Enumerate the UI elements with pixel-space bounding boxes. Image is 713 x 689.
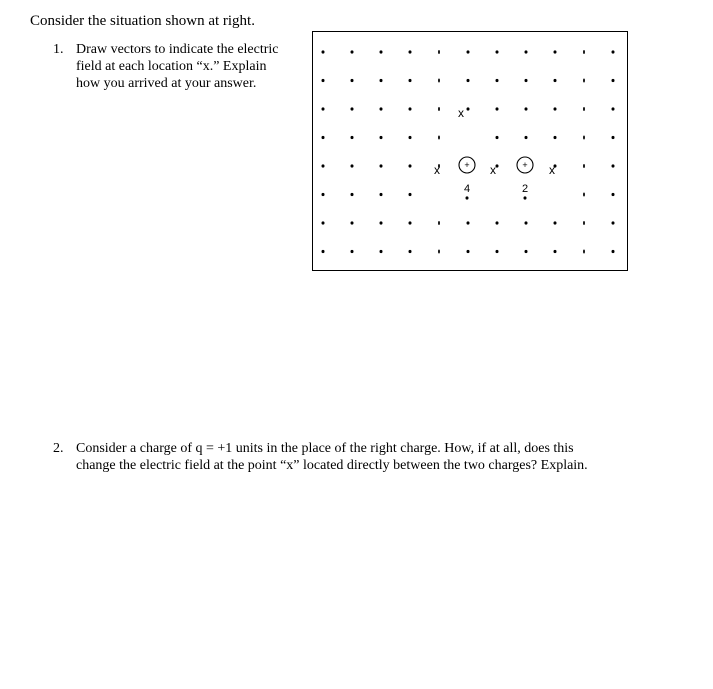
field-diagram [312,31,628,271]
grid-dot [525,50,528,53]
grid-dot [525,250,528,253]
grid-dot [612,136,615,139]
grid-dot [438,79,440,83]
grid-dot [496,79,499,82]
question-2-line: change the electric field at the point “x” located directly between the two charges? Explain. [76,458,588,473]
charge-left-sign: + [464,160,470,170]
field-diagram-svg [313,32,629,272]
grid-dot [496,136,499,139]
grid-dot [554,50,557,53]
x-marker-top: x [458,106,464,120]
grid-dot [380,107,383,110]
grid-dot [583,221,585,225]
x-marker-right: x [549,163,555,177]
question-1-text [76,41,279,92]
grid-dot [583,164,585,168]
grid-dot [583,79,585,83]
grid-dot [554,107,557,110]
grid-dot [583,107,585,111]
grid-dot [409,193,412,196]
grid-dot [409,50,412,53]
grid-dot [438,221,440,225]
question-1-line: field at each location “x.” Explain [76,59,267,74]
grid-dot [554,221,557,224]
charge-left-value: 4 [463,183,471,195]
grid-dot [583,50,585,54]
grid-dot [524,196,527,199]
grid-dot [409,79,412,82]
grid-dot [612,250,615,253]
grid-dot [438,50,440,54]
grid-dot [525,79,528,82]
grid-dot [612,193,615,196]
grid-dot [554,250,557,253]
grid-dot [496,221,499,224]
grid-dot [322,50,325,53]
grid-dot [380,136,383,139]
grid-dot [351,164,354,167]
grid-dot [438,250,440,254]
grid-dot [467,107,470,110]
charge-right [517,157,533,195]
grid-dot [496,50,499,53]
grid-dot [438,136,440,140]
grid-dot [322,164,325,167]
charge-right-sign: + [522,160,528,170]
grid-dot [612,107,615,110]
grid-dot [380,164,383,167]
grid-dot [466,196,469,199]
x-marker-left: x [434,163,440,177]
grid-dot [409,164,412,167]
question-2-text [76,440,588,474]
grid-dot [409,136,412,139]
grid-dot [583,136,585,140]
grid-dot [525,107,528,110]
grid-dot [351,136,354,139]
grid-dot [612,221,615,224]
grid-dot [612,50,615,53]
question-1-line: how you arrived at your answer. [76,76,257,91]
question-1 [53,41,303,101]
grid-dot [322,250,325,253]
intro-text: Consider the situation shown at right. [30,13,255,29]
grid-dot [351,79,354,82]
grid-dot [554,136,557,139]
grid-dot [322,221,325,224]
grid-dot [467,221,470,224]
grid-dot [467,79,470,82]
charge-right-value: 2 [521,183,529,195]
question-2-number: 2. [53,441,64,456]
grid-dot [467,250,470,253]
grid-dot [380,193,383,196]
charge-left [459,157,475,195]
grid-dot [322,107,325,110]
grid-dot [351,193,354,196]
grid-dot [351,107,354,110]
grid-dot [612,164,615,167]
grid-dot [409,221,412,224]
grid-dot [322,136,325,139]
grid-dot [380,221,383,224]
x-marker-middle: x [490,163,496,177]
grid-dots [322,50,615,254]
grid-dot [525,221,528,224]
grid-dot [380,50,383,53]
grid-dot [380,79,383,82]
grid-dot [525,136,528,139]
grid-dot [438,107,440,111]
grid-dot [380,250,383,253]
grid-dot [409,250,412,253]
grid-dot [583,250,585,254]
grid-dot [351,50,354,53]
grid-dot [583,193,585,197]
grid-dot [554,79,557,82]
question-1-line: Draw vectors to indicate the electric [76,42,279,57]
grid-dot [612,79,615,82]
question-1-number: 1. [53,42,64,57]
grid-dot [322,79,325,82]
grid-dot [351,221,354,224]
question-2 [53,440,673,480]
grid-dot [351,250,354,253]
grid-dot [467,50,470,53]
grid-dot [496,250,499,253]
question-2-line: Consider a charge of q = +1 units in the place of the right charge. How, if at all, does this [76,441,574,456]
grid-dot [409,107,412,110]
grid-dot [496,107,499,110]
grid-dot [322,193,325,196]
